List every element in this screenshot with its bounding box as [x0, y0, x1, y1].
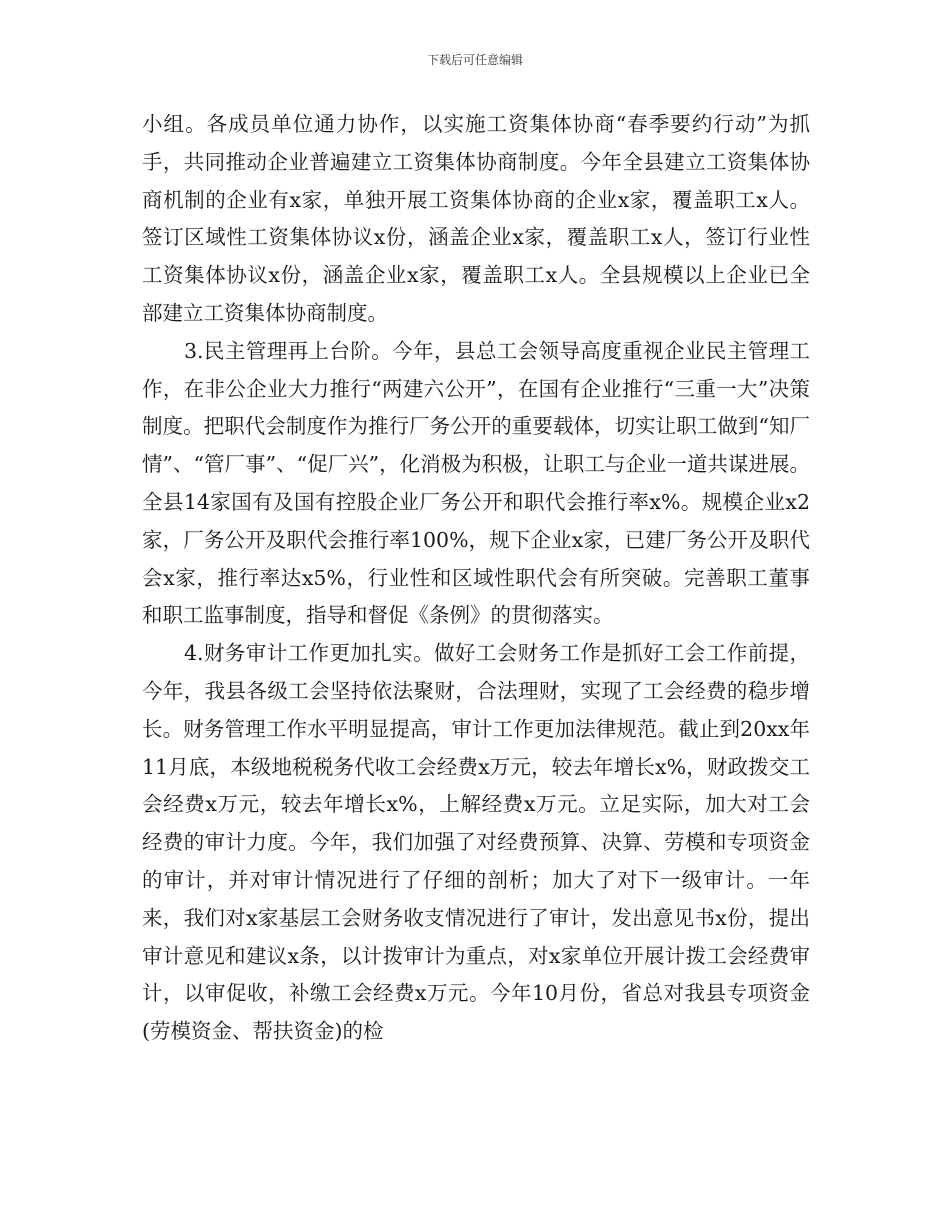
document-body [142, 106, 810, 1051]
page-header: 下载后可任意编辑 [426, 53, 523, 67]
paragraph-3: 4.财务审计工作更加扎实。做好工会财务工作是抓好工会工作前提，今年，我县各级工会坚持依法聚财，合法理财，实现了工会经费的稳步增长。财务管理工作水平明显提高，审计工作更加法律规范。截止到20xx年11月底，本级地税税务代收工会经费x万元，较去年增长x%，财政拨交工会经费x万元，较去年增长x%，上解经费x万元。立足实际，加大对工会经费的审计力度。今年，我们加强了对经费预算、决算、劳模和专项资金的审计，并对审计情况进行了仔细的剖析；加大了对下一级审计。一年来，我们对x家基层工会财务收支情况进行了审计，发出意见书x份，提出审计意见和建议x条，以计拨审计为重点，对x家单位开展计拨工会经费审计，以审促收，补缴工会经费x万元。今年10月份，省总对我县专项资金(劳模资金、帮扶资金)的检 [142, 641, 810, 1044]
paragraph-1: 小组。各成员单位通力协作，以实施工资集体协商“春季要约行动”为抓手，共同推动企业普遍建立工资集体协商制度。今年全县建立工资集体协商机制的企业有x家，单独开展工资集体协商的企业x家，覆盖职工x人。签订区域性工资集体协议x份，涵盖企业x家，覆盖职工x人，签订行业性工资集体协议x份，涵盖企业x家，覆盖职工x人。全县规模以上企业已全部建立工资集体协商制度。 [142, 112, 810, 325]
paragraph-2: 3.民主管理再上台阶。今年，县总工会领导高度重视企业民主管理工作，在非公企业大力推行“两建六公开”，在国有企业推行“三重一大”决策制度。把职代会制度作为推行厂务公开的重要载体，切实让职工做到“知厂情”、“管厂事”、“促厂兴”，化消极为积极，让职工与企业一道共谋进展。全县14家国有及国有控股企业厂务公开和职代会推行率x%。规模企业x2家，厂务公开及职代会推行率100%，规下企业x家，已建厂务公开及职代会x家，推行率达x5%，行业性和区域性职代会有所突破。完善职工董事和职工监事制度，指导和督促《条例》的贯彻落实。 [142, 338, 810, 628]
